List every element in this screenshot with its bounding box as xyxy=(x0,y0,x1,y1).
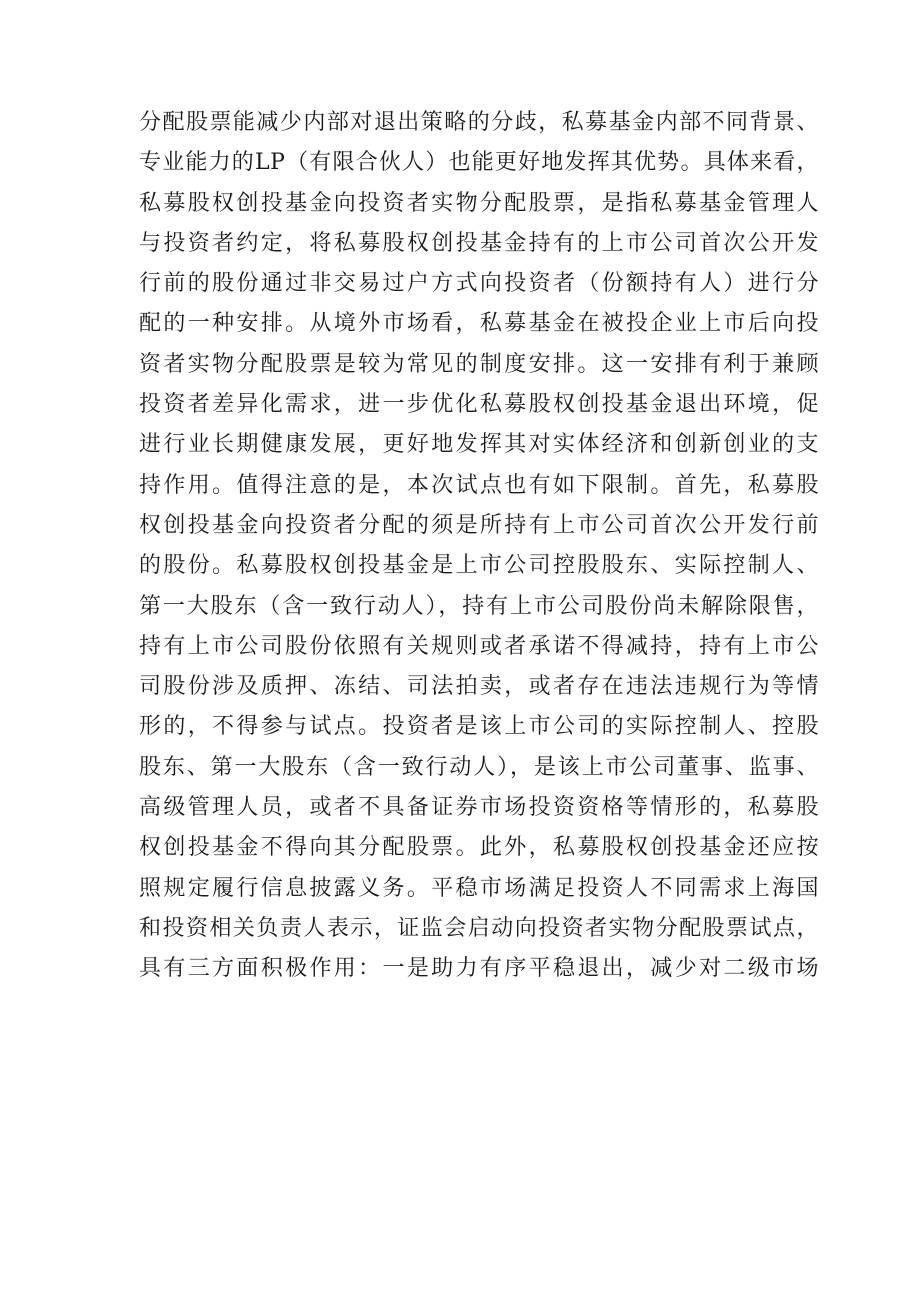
text-line: 形的，不得参与试点。投资者是该上市公司的实际控制人、控股 xyxy=(139,714,819,740)
text-line: 私募股权创投基金向投资者实物分配股票，是指私募基金管理人 xyxy=(139,190,819,216)
body-paragraph xyxy=(139,103,819,990)
text-line: 具有三方面积极作用：一是助力有序平稳退出，减少对二级市场 xyxy=(139,956,819,982)
text-line: 照规定履行信息披露义务。平稳市场满足投资人不同需求上海国 xyxy=(139,875,819,901)
text-line: 行前的股份通过非交易过户方式向投资者（份额持有人）进行分 xyxy=(139,271,819,297)
text-line: 投资者差异化需求，进一步优化私募股权创投基金退出环境，促 xyxy=(139,392,819,418)
text-line: 股东、第一大股东（含一致行动人），是该上市公司董事、监事、 xyxy=(139,754,819,780)
text-line: 权创投基金向投资者分配的须是所持有上市公司首次公开发行前 xyxy=(139,512,819,538)
text-line: 配的一种安排。从境外市场看，私募基金在被投企业上市后向投 xyxy=(139,311,819,337)
text-line: 进行业长期健康发展，更好地发挥其对实体经济和创新创业的支 xyxy=(139,432,819,458)
text-line: 权创投基金不得向其分配股票。此外，私募股权创投基金还应按 xyxy=(139,835,819,861)
text-line: 分配股票能减少内部对退出策略的分歧，私募基金内部不同背景、 xyxy=(139,110,819,135)
text-line: 的股份。私募股权创投基金是上市公司控股股东、实际控制人、 xyxy=(139,553,819,579)
text-line: 持作用。值得注意的是，本次试点也有如下限制。首先，私募股 xyxy=(139,472,819,498)
text-line: 持有上市公司股份依照有关规则或者承诺不得减持，持有上市公 xyxy=(139,633,819,659)
text-line: 司股份涉及质押、冻结、司法拍卖，或者存在违法违规行为等情 xyxy=(139,674,819,700)
text-line: 专业能力的LP（有限合伙人）也能更好地发挥其优势。具体来看， xyxy=(139,150,819,176)
text-line: 第一大股东（含一致行动人），持有上市公司股份尚未解除限售， xyxy=(139,593,819,619)
text-line: 高级管理人员，或者不具备证券市场投资资格等情形的，私募股 xyxy=(139,795,819,821)
text-line: 与投资者约定，将私募股权创投基金持有的上市公司首次公开发 xyxy=(139,230,819,256)
text-line: 资者实物分配股票是较为常见的制度安排。这一安排有利于兼顾 xyxy=(139,351,819,377)
text-line: 和投资相关负责人表示，证监会启动向投资者实物分配股票试点， xyxy=(139,915,819,941)
